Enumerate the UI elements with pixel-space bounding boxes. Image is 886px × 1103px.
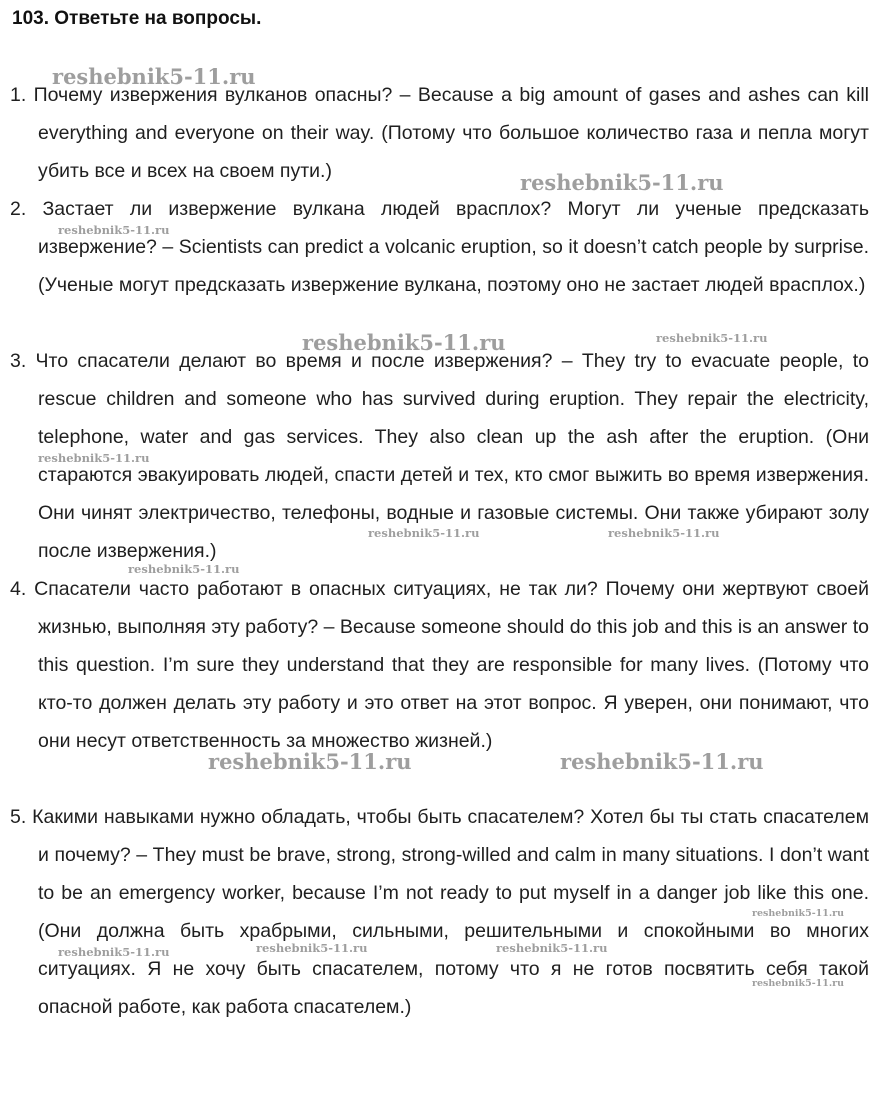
watermark: reshebnik5-11.ru	[752, 908, 845, 919]
answer-item-4: 4. Спасатели часто работают в опасных ситуациях, не так ли? Почему они жертвуют своей жизнью, выполняя эту работу? – Because someone should do this job and this is an answer to this question. I’m sure they understand that they are responsible for many lives. (Потому что кто-то должен делать эту работу и это ответ на этот вопрос. Я уверен, они понимают, что они несут ответственность за множество жизней.)	[10, 578, 869, 752]
watermark: reshebnik5-11.ru	[560, 749, 764, 774]
watermark: reshebnik5-11.ru	[58, 945, 170, 959]
watermark: reshebnik5-11.ru	[38, 451, 150, 465]
watermark: reshebnik5-11.ru	[256, 941, 368, 955]
watermark: reshebnik5-11.ru	[608, 526, 720, 540]
watermark: reshebnik5-11.ru	[368, 526, 480, 540]
watermark: reshebnik5-11.ru	[52, 64, 256, 89]
answer-item-1: 1. Почему извержения вулканов опасны? – Because a big amount of gases and ashes can kill everything and everyone on their way. (Потому что большое количество газа и пепла могут убить все и всех на своем пути.)	[10, 84, 869, 182]
watermark: reshebnik5-11.ru	[656, 331, 768, 345]
watermark: reshebnik5-11.ru	[58, 223, 170, 237]
watermark: reshebnik5-11.ru	[128, 562, 240, 576]
answer-item-3: 3. Что спасатели делают во время и после извержения? – They try to evacuate people, to rescue children and someone who has survived during eruption. They repair the electricity, telephone, water and gas services. They also clean up the ash after the eruption. (Они стараются эвакуировать людей, спасти детей и тех, кто смог выжить во время извержения. Они чинят электричество, телефоны, водные и газовые системы. Они также убирают золу после извержения.)	[10, 350, 869, 562]
watermark: reshebnik5-11.ru	[208, 749, 412, 774]
answer-item-5: 5. Какими навыками нужно обладать, чтобы быть спасателем? Хотел бы ты стать спасателем и почему? – They must be brave, strong, strong-willed and calm in many situations. I don’t want to be an emergency worker, because I’m not ready to put myself in a danger job like this one. (Они должна быть храбрыми, сильными, решительными и спокойными во многих ситуациях. Я не хочу быть спасателем, потому что я не готов посвятить себя такой опасной работе, как работа спасателем.)	[10, 806, 869, 1018]
answer-item-2: 2. Застает ли извержение вулкана людей врасплох? Могут ли ученые предсказать извержение? – Scientists can predict a volcanic eruption, so it doesn’t catch people by surprise. (Ученые могут предсказать извержение вулкана, поэтому оно не застает людей врасплох.)	[10, 198, 869, 296]
watermark: reshebnik5-11.ru	[520, 170, 724, 195]
watermark: reshebnik5-11.ru	[496, 941, 608, 955]
watermark: reshebnik5-11.ru	[752, 978, 845, 989]
watermark: reshebnik5-11.ru	[302, 330, 506, 355]
exercise-heading: 103. Ответьте на вопросы.	[12, 8, 262, 29]
